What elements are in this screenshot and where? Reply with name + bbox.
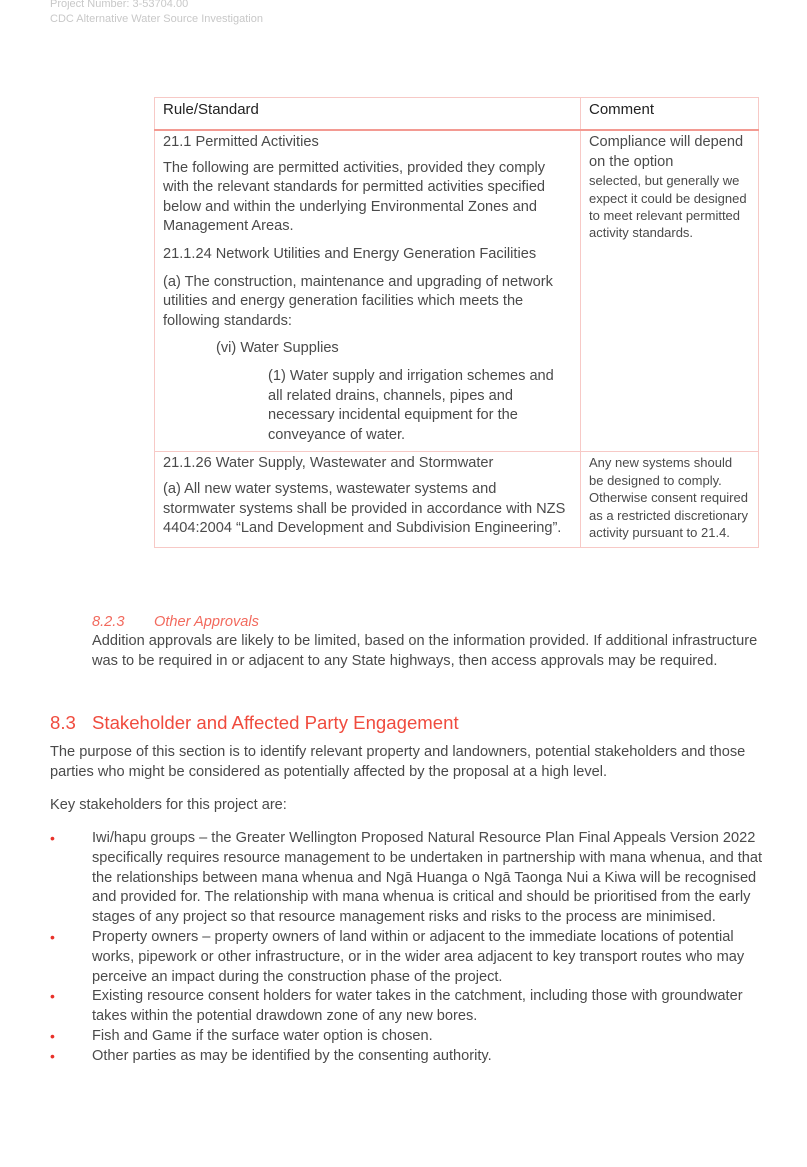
stakeholder-list <box>50 829 765 1067</box>
rule-heading: 21.1.26 Water Supply, Wastewater and Stormwater <box>163 455 494 472</box>
list-item-text: Other parties as may be identified by the consenting authority. <box>92 1047 492 1064</box>
list-item-text: Property owners – property owners of land within or adjacent to the immediate locations of potential works, pipework or other infrastructure, or in the wider area adjacent to key transport routes who may perceive an impact during the construction phase of the project. <box>92 928 745 985</box>
list-item-text: Existing resource consent holders for water takes in the catchment, including those with groundwater takes within the potential drawdown zone of any new bores. <box>92 988 743 1025</box>
bullet-icon: • <box>50 1047 55 1064</box>
column-header-comment: Comment <box>581 98 759 131</box>
comment-cell <box>581 452 759 548</box>
rule-subsubitem: (1) Water supply and irrigation schemes and all related drains, channels, pipes and necessary incidental equipment for the conveyance of water. <box>268 367 554 443</box>
subsection-number: 8.2.3 <box>92 614 125 630</box>
comment-cell <box>581 130 759 452</box>
section-number: 8.3 <box>50 712 76 733</box>
comment-text: selected, but generally we expect it could be designed to meet relevant permitted activity standards. <box>589 173 747 241</box>
list-item-text: Iwi/hapu groups – the Greater Wellington Proposed Natural Resource Plan Final Appeals Version 2022 specifically requires resource management to be undertaken in partnership with mana whenua, and that the relationships between mana whenua and Ngā Huanga o Ngā Taonga Nui a Kiwa will be recognised and provided for. The relationship with mana whenua is critical and should be prioritised from the early stages of any project so that resource management risks and risks to the process are minimised. <box>92 830 763 926</box>
project-number: Project Number: 3-53704.00 <box>50 0 189 10</box>
rule-text: The following are permitted activities, provided they comply with the relevant standards for permitted activities specified below and within the underlying Environmental Zones and Management Areas. <box>163 159 546 235</box>
table-row <box>155 452 759 548</box>
rule-heading: 21.1 Permitted Activities <box>163 134 319 150</box>
column-header-rule: Rule/Standard <box>155 98 581 131</box>
list-item <box>50 928 765 987</box>
section-heading <box>50 711 459 735</box>
rule-text: (a) All new water systems, wastewater systems and stormwater systems shall be provided in accordance with NZS 4404:2004 “Land Development and Subdivision Engineering”. <box>163 480 566 537</box>
rule-text: (a) The construction, maintenance and upgrading of network utilities and energy generation facilities which meets the following standards: <box>163 273 553 329</box>
subsection-text: Addition approvals are likely to be limited, based on the information provided. If additional infrastructure was to be required in or adjacent to any State highways, then access approvals may be required. <box>92 633 758 669</box>
list-item <box>50 829 765 928</box>
comment-text: Any new systems should be designed to comply. Otherwise consent required as a restricted discretionary activity pursuant to 21.4. <box>589 455 748 540</box>
bullet-icon: • <box>50 988 55 1005</box>
section-title: Stakeholder and Affected Party Engagement <box>92 712 459 733</box>
list-item <box>50 1047 765 1067</box>
bullet-icon: • <box>50 1027 55 1044</box>
rule-heading: 21.1.24 Network Utilities and Energy Generation Facilities <box>163 245 537 262</box>
rule-cell <box>155 130 581 452</box>
bullet-icon: • <box>50 830 55 846</box>
list-item <box>50 987 765 1027</box>
list-item <box>50 1027 765 1047</box>
subsection-title: Other Approvals <box>154 614 259 630</box>
subsection-heading <box>92 612 762 632</box>
section-lead: Key stakeholders for this project are: <box>50 797 287 813</box>
section-intro: The purpose of this section is to identify relevant property and landowners, potential stakeholders and those parties who might be considered as potentially affected by the proposal at a high level. <box>50 744 746 780</box>
table-row <box>155 130 759 452</box>
page-header <box>50 0 263 27</box>
rule-cell <box>155 452 581 548</box>
rule-subitem: (vi) Water Supplies <box>216 340 339 357</box>
rules-table <box>154 97 759 548</box>
subsection-other-approvals <box>92 612 762 672</box>
comment-text: Compliance will depend on the option <box>589 134 744 170</box>
project-title: CDC Alternative Water Source Investigation <box>50 13 263 25</box>
bullet-icon: • <box>50 928 55 945</box>
table-header-row <box>155 98 759 131</box>
list-item-text: Fish and Game if the surface water option is chosen. <box>92 1027 433 1044</box>
